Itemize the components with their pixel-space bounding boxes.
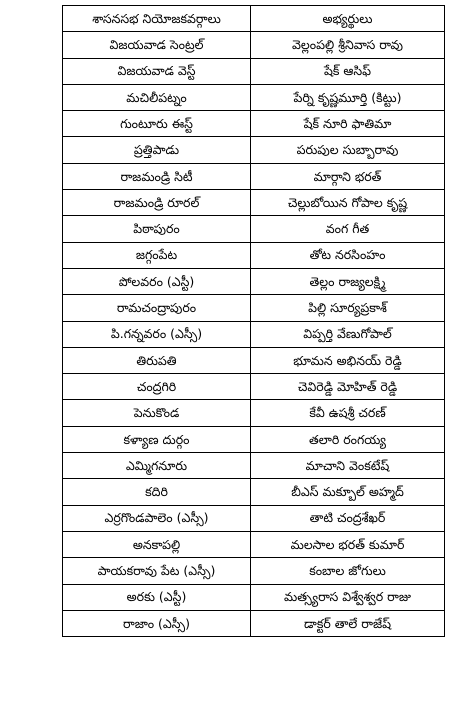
constituency-cell: చంద్రగిరి: [63, 374, 251, 400]
table-row: [63, 32, 445, 58]
candidate-cell: కంబాల జోగులు: [251, 558, 445, 584]
candidate-cell: షేక్ ఆసిఫ్: [251, 58, 445, 84]
constituency-cell: తిరుపతి: [63, 347, 251, 373]
candidate-cell: మార్గాని భరత్: [251, 163, 445, 189]
table-header-row: [63, 6, 445, 32]
constituency-cell: మచిలీపట్నం: [63, 84, 251, 110]
constituency-cell: పోలవరం (ఎస్టీ): [63, 268, 251, 294]
constituency-cell: విజయవాడ సెంట్రల్: [63, 32, 251, 58]
candidate-cell: షేక్ నూరి ఫాతిమా: [251, 111, 445, 137]
table-row: [63, 84, 445, 110]
constituency-cell: పాయకరావు పేట (ఎస్సీ): [63, 558, 251, 584]
candidate-cell: పరుపుల సుబ్బారావు: [251, 137, 445, 163]
table-row: [63, 295, 445, 321]
table-row: [63, 531, 445, 557]
candidate-cell: చెవిరెడ్డి మోహిత్ రెడ్డి: [251, 374, 445, 400]
constituency-cell: అనకాపల్లి: [63, 531, 251, 557]
candidate-cell: తలారి రంగయ్య: [251, 426, 445, 452]
constituency-cell: కళ్యాణ దుర్గం: [63, 426, 251, 452]
constituency-cell: కదిరి: [63, 479, 251, 505]
table-row: [63, 558, 445, 584]
candidate-cell: వంగ గీత: [251, 216, 445, 242]
table-row: [63, 58, 445, 84]
constituency-cell: పి.గన్నవరం (ఎస్సీ): [63, 321, 251, 347]
candidate-cell: బీఎస్ మక్బూల్ అహ్మద్: [251, 479, 445, 505]
header-constituencies: శాసనసభ నియోజకవర్గాలు: [63, 6, 251, 32]
constituency-cell: రాజాం (ఎస్సీ): [63, 610, 251, 636]
table-row: [63, 190, 445, 216]
constituency-cell: రాజమండ్రి రూరల్: [63, 190, 251, 216]
candidate-cell: కేవీ ఉషశ్రీ చరణ్: [251, 400, 445, 426]
table-row: [63, 505, 445, 531]
constituency-cell: రాజమండ్రి సిటీ: [63, 163, 251, 189]
table-row: [63, 479, 445, 505]
candidate-cell: తాటి చంద్రశేఖర్: [251, 505, 445, 531]
table-row: [63, 111, 445, 137]
table-row: [63, 137, 445, 163]
candidate-cell: మలసాల భరత్ కుమార్: [251, 531, 445, 557]
candidate-cell: తోట నరసింహం: [251, 242, 445, 268]
constituency-cell: ఎర్రగొండపాలెం (ఎస్సీ): [63, 505, 251, 531]
candidates-table: [62, 5, 445, 637]
candidate-cell: విప్పర్తి వేణుగోపాల్: [251, 321, 445, 347]
constituency-cell: జగ్గంపేట: [63, 242, 251, 268]
candidate-cell: మాచాని వెంకటేష్: [251, 453, 445, 479]
table-row: [63, 242, 445, 268]
table-row: [63, 610, 445, 636]
candidate-cell: పిల్లి సూర్యప్రకాశ్: [251, 295, 445, 321]
constituency-cell: విజయవాడ వెస్ట్: [63, 58, 251, 84]
table-row: [63, 400, 445, 426]
table-body: [63, 6, 445, 637]
table-row: [63, 426, 445, 452]
candidate-cell: పేర్ని కృష్ణమూర్తి (కిట్టు): [251, 84, 445, 110]
constituency-cell: అరకు (ఎస్టీ): [63, 584, 251, 610]
header-candidates: అభ్యర్థులు: [251, 6, 445, 32]
constituency-cell: ఎమ్మిగనూరు: [63, 453, 251, 479]
table-row: [63, 453, 445, 479]
table-row: [63, 216, 445, 242]
constituency-cell: పెనుకొండ: [63, 400, 251, 426]
table-row: [63, 584, 445, 610]
candidate-cell: భూమన అభినయ్ రెడ్డి: [251, 347, 445, 373]
constituency-cell: పిఠాపురం: [63, 216, 251, 242]
table-row: [63, 374, 445, 400]
candidate-cell: మత్స్యరాస విశ్వేశ్వర రాజు: [251, 584, 445, 610]
candidate-cell: తెల్లం రాజ్యలక్ష్మి: [251, 268, 445, 294]
table-row: [63, 347, 445, 373]
table-row: [63, 321, 445, 347]
table-row: [63, 163, 445, 189]
candidate-cell: వెల్లంపల్లి శ్రీనివాస రావు: [251, 32, 445, 58]
candidate-cell: డాక్టర్ తాలే రాజేష్: [251, 610, 445, 636]
constituency-cell: రామచంద్రాపురం: [63, 295, 251, 321]
candidate-cell: చెల్లుబోయిన గోపాల కృష్ణ: [251, 190, 445, 216]
constituency-cell: గుంటూరు ఈస్ట్: [63, 111, 251, 137]
constituency-cell: ప్రత్తిపాడు: [63, 137, 251, 163]
table-row: [63, 268, 445, 294]
